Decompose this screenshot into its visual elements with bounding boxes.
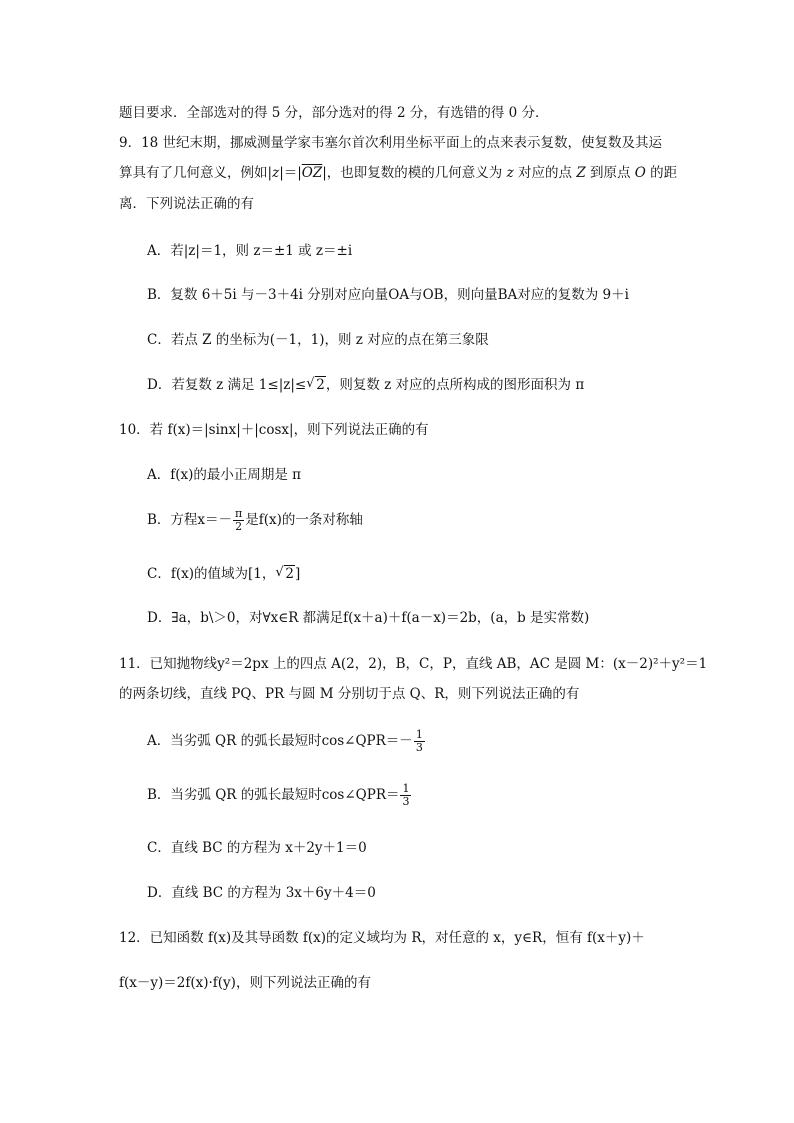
instruction-text: 题目要求．全部选对的得 5 分，部分选对的得 2 分，有选错的得 0 分． xyxy=(119,105,549,121)
q12-stem-line1: 12．已知函数 f(x)及其导函数 f(x)的定义域均为 R，对任意的 x，y∈R，恒有 f(x＋y)＋ xyxy=(119,930,645,946)
q9-option-b: B．复数 6＋5i 与－3＋4i 分别对应向量OA与OB，则向量BA对应的复数为 9＋i xyxy=(147,287,629,303)
q9-stem-line1: 9．18 世纪末期，挪威测量学家韦塞尔首次利用坐标平面上的点来表示复数，使复数及其运 xyxy=(119,135,663,151)
q9-stem-line2: 算具有了几何意义，例如$|z|=|\overline{OZ}|$，也即复数的模的几何意义为 z 对应的点 Z 到原点 O 的距 xyxy=(119,165,678,181)
q11-option-a: A．当劣弧 QR 的弧长最短时cos∠QPR＝－ $\frac{1}{3}$ xyxy=(147,728,423,754)
fraction: $\frac{1}{3}$ xyxy=(415,728,423,754)
q11-option-c: C．直线 BC 的方程为 x＋2y＋1＝0 xyxy=(147,840,367,856)
q11-stem-line1: 11．已知抛物线y²＝2px 上的四点 A(2，2)，B，C，P，直线 AB，AC 是圆 M：(x－2)²＋y²＝1 xyxy=(119,656,708,672)
q10-option-b: B．方程x＝－ $\frac{\pi}{2}$ 是f(x)的一条对称轴 xyxy=(147,507,363,533)
q9-stem-line3: 离．下列说法正确的有 xyxy=(119,196,254,212)
q11-stem-line2: 的两条切线，直线 PQ、PR 与圆 M 分别切于点 Q、R，则下列说法正确的有 xyxy=(119,686,580,702)
q11-option-b: B．当劣弧 QR 的弧长最短时cos∠QPR＝ $\frac{1}{3}$ xyxy=(147,782,410,808)
q10-stem: 10．若 f(x)＝|sinx|＋|cosx|，则下列说法正确的有 xyxy=(119,422,429,438)
q9-option-d: D．若复数 z 满足 1≤|z|≤ √ 2，则复数 z 对应的点所构成的图形面积为 π xyxy=(147,376,584,394)
fraction: $\frac{1}{3}$ xyxy=(402,782,410,808)
q9-option-c: C．若点 Z 的坐标为(－1，1)，则 z 对应的点在第三象限 xyxy=(147,332,489,348)
q10-option-a: A．f(x)的最小正周期是 π xyxy=(147,467,302,483)
fraction: $\frac{\pi}{2}$ xyxy=(235,507,243,533)
q11-option-d: D．直线 BC 的方程为 3x＋6y＋4＝0 xyxy=(147,885,376,901)
q10-option-d: D．∃a，b\＞0，对∀x∈R 都满足f(x＋a)＋f(a－x)＝2b，(a，b 是实常数) xyxy=(147,610,590,626)
sqrt-symbol: √ 2 xyxy=(275,565,295,583)
q9-option-a: A．若|z|＝1，则 z＝±1 或 z＝±i xyxy=(147,243,353,259)
q12-stem-line2: f(x－y)＝2f(x)·f(y)，则下列说法正确的有 xyxy=(119,975,371,991)
q10-option-c: C．f(x)的值域为[1， √ 2] xyxy=(147,565,300,583)
sqrt-symbol: √ 2 xyxy=(306,376,326,394)
